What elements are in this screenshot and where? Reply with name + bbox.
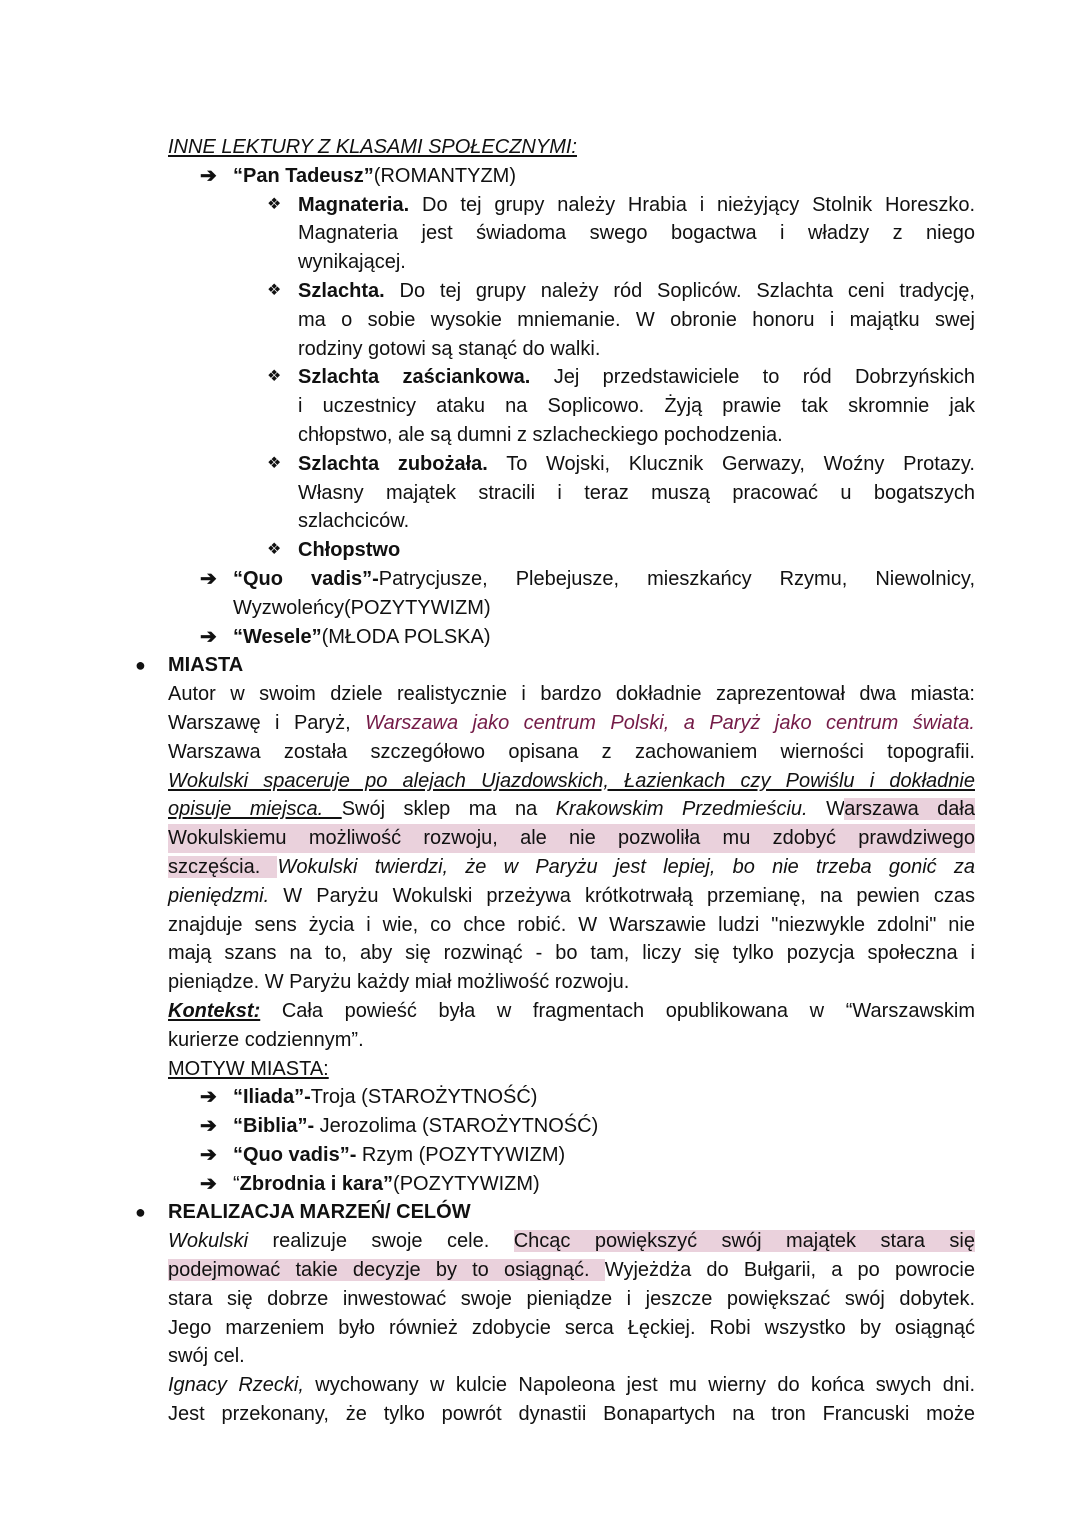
paragraph-line: Autor w swoim dziele realistycznie i bardzo dokładnie zaprezentował dwa miasta: [168, 683, 975, 706]
motif-item-biblia [0, 1112, 1080, 1141]
context-label: Kontekst: [168, 999, 261, 1022]
class-desc: chłopstwo, ale są dumni z szlacheckiego pochodzenia. [298, 423, 783, 446]
class-desc: wynikającej. [298, 251, 406, 274]
miasta-paragraph [0, 680, 1080, 1083]
paragraph-text: W Paryżu Wokulski przeżywa krótkotrwałą przemianę, na pewien czas [269, 884, 975, 907]
paragraph-text: Swój sklep ma na [341, 798, 556, 821]
class-desc: ma o sobie wysokie mniemanie. W obronie honoru i majątku swej [298, 308, 975, 331]
diamond-bullet-icon: ❖ [267, 195, 282, 213]
underlined-italic-text: opisuje miejsca. [168, 798, 342, 821]
arrow-icon: ➔ [200, 1086, 217, 1109]
class-name: Magnateria. [298, 193, 410, 216]
class-desc: rodziny gotowi są stanąć do walki. [298, 337, 601, 360]
document-page [0, 133, 1080, 1429]
motif-item-zbrodnia-i-kara [0, 1170, 1080, 1199]
realizacja-heading-line [0, 1198, 1080, 1227]
quo-vadis-item [0, 565, 1080, 623]
arrow-icon: ➔ [200, 164, 217, 187]
motif-desc: Jerozolima (STAROŻYTNOŚĆ) [314, 1115, 599, 1138]
motif-desc: (POZYTYWIZM) [393, 1172, 540, 1195]
highlighted-text: szczęścia. [168, 855, 278, 878]
paragraph-line: stara się dobrze inwestować swoje pieniądze i jeszcze powiększać swój dobytek. [168, 1287, 975, 1310]
context-text: kurierze codziennym”. [168, 1028, 364, 1051]
class-name: Szlachta zubożała. [298, 452, 488, 475]
class-desc: Magnateria jest świadoma swego bogactwa i władzy z niego [298, 222, 975, 245]
miasta-heading-line [0, 651, 1080, 680]
diamond-bullet-icon: ❖ [267, 368, 282, 386]
paragraph-text: Warszawę i Paryż, [168, 711, 366, 734]
pan-tadeusz-epoch: (ROMANTYZM) [373, 164, 516, 187]
diamond-bullet-icon: ❖ [267, 281, 282, 299]
bullet-icon: ● [135, 655, 146, 676]
paragraph-line: Jest przekonany, że tylko powrót dynastii Bonapartych na tron Francuski może [168, 1403, 975, 1426]
miasta-heading: MIASTA [168, 654, 244, 677]
paragraph-line: znajduje sens życia i wie, co chce robić. W Warszawie ludzi "niezwykle zdolni" nie [168, 913, 975, 936]
motif-title: “Biblia”- [233, 1115, 315, 1138]
highlighted-text: Chcąc powiększyć swój majątek stara się [513, 1230, 975, 1253]
motif-desc: Troja (STAROŻYTNOŚĆ) [310, 1086, 538, 1109]
motif-title: Zbrodnia i kara” [239, 1172, 394, 1195]
class-desc: i uczestnicy ataku na Soplicowo. Żyją prawie tak skromnie jak [298, 395, 975, 418]
class-desc: Własny majątek stracili i teraz muszą pracować u bogatszych [298, 481, 975, 504]
paragraph-text: realizuje swoje cele. [248, 1230, 514, 1253]
quote-mark: “ [233, 1172, 240, 1195]
motif-heading: MOTYW MIASTA: [168, 1057, 329, 1080]
class-item-szlachta-zubozala [0, 450, 1080, 536]
class-name: Szlachta zaściankowa. [298, 366, 531, 389]
class-item-chlopstwo [0, 536, 1080, 565]
paragraph-line: pieniądze. W Paryżu każdy miał możliwość rozwoju. [168, 971, 630, 994]
class-desc: Jej przedstawiciele to ród Dobrzyńskich [530, 366, 976, 389]
arrow-icon: ➔ [200, 1143, 217, 1166]
quo-vadis-desc: Patrycjusze, Plebejusze, mieszkańcy Rzymu, Niewolnicy, [378, 567, 975, 590]
paragraph-text: wychowany w kulcie Napoleona jest mu wierny do końca swych dni. [303, 1374, 975, 1397]
class-desc: Do tej grupy należy Hrabia i nieżyjący Stolnik Horeszko. [409, 193, 975, 216]
motif-item-quo-vadis [0, 1141, 1080, 1170]
arrow-icon: ➔ [200, 567, 217, 590]
emphasis-text: Warszawa jako centrum Polski, a Paryż jako centrum świata. [365, 711, 975, 734]
italic-text: Wokulski twierdzi, że w Paryżu jest lepiej, bo nie trzeba gonić za [277, 855, 975, 878]
paragraph-line: mają szans na to, aby się rozwinąć - bo tam, liczy się tylko pozycja społeczna i [168, 942, 975, 965]
context-text: Cała powieść była w fragmentach opublikowana w “Warszawskim [260, 999, 975, 1022]
other-readings-heading-line [0, 133, 1080, 162]
paragraph-text: Wyjeżdża do Bułgarii, a po powrocie [604, 1259, 975, 1282]
bullet-icon: ● [135, 1202, 146, 1223]
motif-title: “Quo vadis”- [233, 1143, 357, 1166]
pan-tadeusz-title: “Pan Tadeusz” [233, 164, 374, 187]
italic-text: pieniędzmi. [168, 884, 270, 907]
wesele-title: “Wesele” [233, 625, 322, 648]
class-item-szlachta [0, 277, 1080, 363]
realizacja-heading: REALIZACJA MARZEŃ/ CELÓW [168, 1201, 471, 1224]
class-item-szlachta-zasciankowa [0, 363, 1080, 449]
arrow-icon: ➔ [200, 625, 217, 648]
diamond-bullet-icon: ❖ [267, 541, 282, 559]
motif-title: “Iliada”- [233, 1086, 311, 1109]
character-name: Ignacy Rzecki, [168, 1374, 304, 1397]
realizacja-paragraph [0, 1227, 1080, 1429]
quo-vadis-desc: Wyzwoleńcy(POZYTYWIZM) [233, 596, 491, 619]
underlined-italic-text: Wokulski spaceruje po alejach Ujazdowskich, Łazienkach czy Powiślu i dokładnie [168, 769, 975, 792]
class-desc: szlachciców. [298, 510, 410, 533]
paragraph-line: Jego marzeniem było również zdobycie serca Łęckiej. Robi wszystko by osiągnąć [168, 1316, 975, 1339]
highlighted-text: arszawa dała [844, 798, 975, 821]
motif-item-iliada [0, 1083, 1080, 1112]
diamond-bullet-icon: ❖ [267, 454, 282, 472]
wesele-epoch: (MŁODA POLSKA) [321, 625, 491, 648]
wesele-item [0, 623, 1080, 652]
paragraph-line: Warszawa została szczegółowo opisana z zachowaniem wierności topografii. [168, 740, 975, 763]
pan-tadeusz-item [0, 162, 1080, 191]
character-name: Wokulski [168, 1230, 249, 1253]
class-desc: To Wojski, Klucznik Gerwazy, Woźny Protazy. [487, 452, 975, 475]
highlighted-text: Wokulskiemu możliwość rozwoju, ale nie pozwoliła mu zdobyć prawdziwego [168, 824, 975, 853]
paragraph-line: swój cel. [168, 1345, 245, 1368]
class-item-magnateria [0, 191, 1080, 277]
class-name: Szlachta. [298, 279, 385, 302]
arrow-icon: ➔ [200, 1172, 217, 1195]
class-desc: Do tej grupy należy ród Sopliców. Szlachta ceni tradycję, [384, 279, 975, 302]
other-readings-heading: INNE LEKTURY Z KLASAMI SPOŁECZNYMI: [168, 136, 577, 158]
place-name: Krakowskim Przedmieściu. [555, 798, 808, 821]
quo-vadis-title: “Quo vadis”- [233, 567, 379, 590]
arrow-icon: ➔ [200, 1115, 217, 1138]
class-name: Chłopstwo [298, 539, 401, 562]
highlighted-text: podejmować takie decyzje by to osiągnąć. [168, 1259, 605, 1282]
paragraph-text: W [807, 798, 845, 821]
motif-desc: Rzym (POZYTYWIZM) [356, 1143, 566, 1166]
